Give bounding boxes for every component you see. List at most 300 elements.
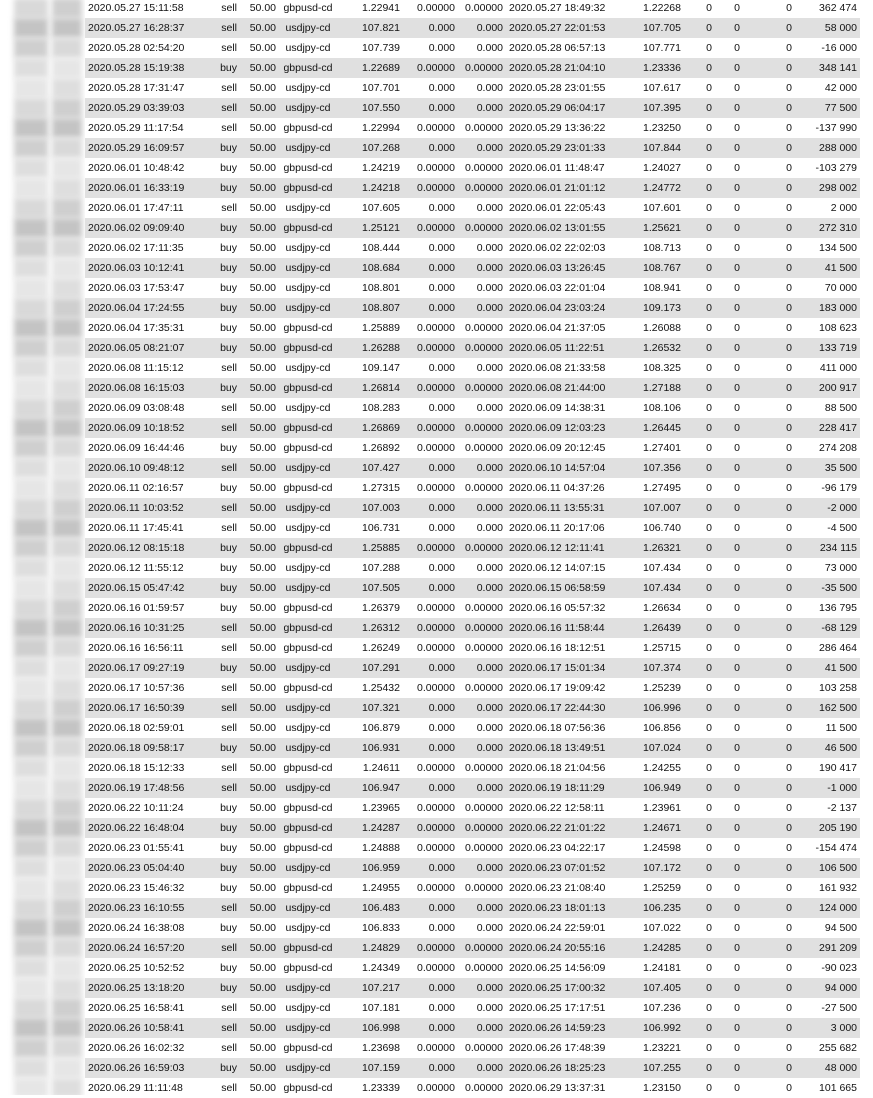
redacted-cell	[52, 938, 82, 958]
redacted-cell	[52, 758, 82, 778]
open-time-cell: 2020.06.04 17:35:31	[85, 318, 200, 338]
stop-loss-cell: 0.00000	[403, 438, 458, 458]
stop-loss-cell: 0.00000	[403, 178, 458, 198]
commission-cell: 0	[684, 298, 715, 318]
open-time-cell: 2020.06.29 11:11:48	[85, 1078, 200, 1098]
stop-loss-cell: 0.00000	[403, 798, 458, 818]
open-time-cell: 2020.05.27 16:28:37	[85, 18, 200, 38]
profit-cell: 362 474	[795, 0, 860, 18]
swap-cell: 0	[743, 878, 795, 898]
table-row	[85, 878, 860, 898]
volume-cell: 50.00	[240, 898, 279, 918]
profit-cell: 46 500	[795, 738, 860, 758]
open-time-cell: 2020.06.17 10:57:36	[85, 678, 200, 698]
table-row	[85, 818, 860, 838]
taxes-cell: 0	[715, 758, 743, 778]
symbol-cell: usdjpy-cd	[279, 898, 337, 918]
open-time-cell: 2020.05.29 03:39:03	[85, 98, 200, 118]
commission-cell: 0	[684, 738, 715, 758]
stop-loss-cell: 0.000	[403, 1058, 458, 1078]
symbol-cell: gbpusd-cd	[279, 338, 337, 358]
trade-type-cell: sell	[200, 938, 240, 958]
close-price-cell: 107.007	[616, 498, 684, 518]
take-profit-cell: 0.00000	[458, 1078, 506, 1098]
symbol-cell: usdjpy-cd	[279, 1018, 337, 1038]
swap-cell: 0	[743, 138, 795, 158]
open-time-cell: 2020.06.15 05:47:42	[85, 578, 200, 598]
volume-cell: 50.00	[240, 278, 279, 298]
close-price-cell: 107.236	[616, 998, 684, 1018]
close-price-cell: 106.235	[616, 898, 684, 918]
volume-cell: 50.00	[240, 998, 279, 1018]
swap-cell: 0	[743, 958, 795, 978]
profit-cell: -2 137	[795, 798, 860, 818]
swap-cell: 0	[743, 698, 795, 718]
table-row	[85, 838, 860, 858]
close-time-cell: 2020.06.16 05:57:32	[506, 598, 616, 618]
symbol-cell: usdjpy-cd	[279, 658, 337, 678]
profit-cell: 162 500	[795, 698, 860, 718]
symbol-cell: gbpusd-cd	[279, 158, 337, 178]
trade-type-cell: sell	[200, 358, 240, 378]
table-row	[85, 58, 860, 78]
swap-cell: 0	[743, 378, 795, 398]
take-profit-cell: 0.000	[458, 698, 506, 718]
open-time-cell: 2020.06.25 10:52:52	[85, 958, 200, 978]
stop-loss-cell: 0.000	[403, 778, 458, 798]
commission-cell: 0	[684, 838, 715, 858]
profit-cell: -2 000	[795, 498, 860, 518]
open-price-cell: 106.483	[337, 898, 403, 918]
commission-cell: 0	[684, 278, 715, 298]
close-price-cell: 108.941	[616, 278, 684, 298]
symbol-cell: gbpusd-cd	[279, 478, 337, 498]
swap-cell: 0	[743, 258, 795, 278]
symbol-cell: gbpusd-cd	[279, 0, 337, 18]
open-time-cell: 2020.06.17 09:27:19	[85, 658, 200, 678]
open-price-cell: 1.22689	[337, 58, 403, 78]
swap-cell: 0	[743, 298, 795, 318]
take-profit-cell: 0.00000	[458, 798, 506, 818]
redacted-cell	[14, 738, 48, 758]
swap-cell: 0	[743, 318, 795, 338]
open-price-cell: 1.26892	[337, 438, 403, 458]
take-profit-cell: 0.00000	[458, 118, 506, 138]
redacted-cell	[52, 1038, 82, 1058]
swap-cell: 0	[743, 798, 795, 818]
close-price-cell: 107.255	[616, 1058, 684, 1078]
stop-loss-cell: 0.00000	[403, 58, 458, 78]
redacted-ticket-column	[0, 0, 85, 1095]
commission-cell: 0	[684, 438, 715, 458]
redacted-cell	[52, 538, 82, 558]
close-time-cell: 2020.06.26 14:59:23	[506, 1018, 616, 1038]
redacted-cell	[14, 58, 48, 78]
trade-type-cell: buy	[200, 318, 240, 338]
trade-type-cell: buy	[200, 338, 240, 358]
redacted-cell	[14, 998, 48, 1018]
take-profit-cell: 0.00000	[458, 478, 506, 498]
profit-cell: -137 990	[795, 118, 860, 138]
close-time-cell: 2020.06.11 20:17:06	[506, 518, 616, 538]
taxes-cell: 0	[715, 818, 743, 838]
open-time-cell: 2020.05.28 15:19:38	[85, 58, 200, 78]
redacted-cell	[14, 1078, 48, 1095]
commission-cell: 0	[684, 0, 715, 18]
stop-loss-cell: 0.00000	[403, 338, 458, 358]
stop-loss-cell: 0.000	[403, 578, 458, 598]
close-time-cell: 2020.06.08 21:33:58	[506, 358, 616, 378]
take-profit-cell: 0.000	[458, 138, 506, 158]
table-row	[85, 798, 860, 818]
close-price-cell: 1.26321	[616, 538, 684, 558]
taxes-cell: 0	[715, 798, 743, 818]
profit-cell: -96 179	[795, 478, 860, 498]
stop-loss-cell: 0.00000	[403, 538, 458, 558]
taxes-cell: 0	[715, 518, 743, 538]
take-profit-cell: 0.00000	[458, 818, 506, 838]
symbol-cell: usdjpy-cd	[279, 578, 337, 598]
open-price-cell: 1.23698	[337, 1038, 403, 1058]
swap-cell: 0	[743, 118, 795, 138]
commission-cell: 0	[684, 898, 715, 918]
take-profit-cell: 0.00000	[458, 338, 506, 358]
taxes-cell: 0	[715, 218, 743, 238]
close-price-cell: 1.24285	[616, 938, 684, 958]
open-price-cell: 107.605	[337, 198, 403, 218]
redacted-cell	[52, 698, 82, 718]
swap-cell: 0	[743, 438, 795, 458]
open-time-cell: 2020.06.25 13:18:20	[85, 978, 200, 998]
profit-cell: -35 500	[795, 578, 860, 598]
close-price-cell: 1.25239	[616, 678, 684, 698]
close-time-cell: 2020.06.11 04:37:26	[506, 478, 616, 498]
table-row	[85, 658, 860, 678]
stop-loss-cell: 0.000	[403, 978, 458, 998]
open-time-cell: 2020.06.19 17:48:56	[85, 778, 200, 798]
redacted-cell	[14, 18, 48, 38]
taxes-cell: 0	[715, 938, 743, 958]
taxes-cell: 0	[715, 598, 743, 618]
profit-cell: -1 000	[795, 778, 860, 798]
close-time-cell: 2020.06.08 21:44:00	[506, 378, 616, 398]
close-price-cell: 1.27401	[616, 438, 684, 458]
table-row	[85, 238, 860, 258]
open-time-cell: 2020.06.01 10:48:42	[85, 158, 200, 178]
redacted-cell	[52, 238, 82, 258]
close-price-cell: 109.173	[616, 298, 684, 318]
profit-cell: 411 000	[795, 358, 860, 378]
close-price-cell: 1.24671	[616, 818, 684, 838]
symbol-cell: usdjpy-cd	[279, 558, 337, 578]
close-time-cell: 2020.05.28 21:04:10	[506, 58, 616, 78]
taxes-cell: 0	[715, 698, 743, 718]
redacted-cell	[14, 498, 48, 518]
table-row	[85, 298, 860, 318]
table-row	[85, 698, 860, 718]
redacted-cell	[14, 578, 48, 598]
trade-type-cell: sell	[200, 1078, 240, 1098]
profit-cell: -68 129	[795, 618, 860, 638]
open-time-cell: 2020.06.03 17:53:47	[85, 278, 200, 298]
close-price-cell: 107.601	[616, 198, 684, 218]
take-profit-cell: 0.000	[458, 38, 506, 58]
close-time-cell: 2020.05.27 22:01:53	[506, 18, 616, 38]
profit-cell: 286 464	[795, 638, 860, 658]
swap-cell: 0	[743, 638, 795, 658]
close-time-cell: 2020.06.04 21:37:05	[506, 318, 616, 338]
table-row	[85, 178, 860, 198]
trade-type-cell: buy	[200, 738, 240, 758]
taxes-cell: 0	[715, 1078, 743, 1098]
volume-cell: 50.00	[240, 798, 279, 818]
take-profit-cell: 0.000	[458, 998, 506, 1018]
close-time-cell: 2020.06.17 22:44:30	[506, 698, 616, 718]
redacted-cell	[14, 0, 48, 18]
symbol-cell: gbpusd-cd	[279, 438, 337, 458]
close-time-cell: 2020.06.05 11:22:51	[506, 338, 616, 358]
redacted-cell	[14, 278, 48, 298]
stop-loss-cell: 0.000	[403, 658, 458, 678]
redacted-cell	[14, 878, 48, 898]
redacted-cell	[52, 438, 82, 458]
open-price-cell: 1.24611	[337, 758, 403, 778]
take-profit-cell: 0.000	[458, 298, 506, 318]
open-price-cell: 106.833	[337, 918, 403, 938]
close-time-cell: 2020.06.03 22:01:04	[506, 278, 616, 298]
taxes-cell: 0	[715, 978, 743, 998]
take-profit-cell: 0.000	[458, 498, 506, 518]
taxes-cell: 0	[715, 478, 743, 498]
trade-type-cell: sell	[200, 678, 240, 698]
open-time-cell: 2020.06.09 03:08:48	[85, 398, 200, 418]
trade-type-cell: buy	[200, 138, 240, 158]
volume-cell: 50.00	[240, 498, 279, 518]
volume-cell: 50.00	[240, 718, 279, 738]
take-profit-cell: 0.00000	[458, 838, 506, 858]
volume-cell: 50.00	[240, 258, 279, 278]
redacted-cell	[14, 978, 48, 998]
open-time-cell: 2020.06.24 16:57:20	[85, 938, 200, 958]
stop-loss-cell: 0.00000	[403, 618, 458, 638]
close-time-cell: 2020.06.18 07:56:36	[506, 718, 616, 738]
profit-cell: -154 474	[795, 838, 860, 858]
close-time-cell: 2020.06.26 18:25:23	[506, 1058, 616, 1078]
close-price-cell: 1.24255	[616, 758, 684, 778]
volume-cell: 50.00	[240, 978, 279, 998]
open-time-cell: 2020.06.23 05:04:40	[85, 858, 200, 878]
taxes-cell: 0	[715, 318, 743, 338]
commission-cell: 0	[684, 778, 715, 798]
trade-type-cell: buy	[200, 218, 240, 238]
open-price-cell: 1.24349	[337, 958, 403, 978]
open-price-cell: 107.181	[337, 998, 403, 1018]
redacted-cell	[14, 78, 48, 98]
commission-cell: 0	[684, 138, 715, 158]
stop-loss-cell: 0.000	[403, 698, 458, 718]
volume-cell: 50.00	[240, 1038, 279, 1058]
table-row	[85, 578, 860, 598]
close-price-cell: 1.26088	[616, 318, 684, 338]
close-price-cell: 107.024	[616, 738, 684, 758]
symbol-cell: gbpusd-cd	[279, 218, 337, 238]
symbol-cell: gbpusd-cd	[279, 418, 337, 438]
close-price-cell: 107.022	[616, 918, 684, 938]
redacted-cell	[52, 418, 82, 438]
profit-cell: 136 795	[795, 598, 860, 618]
taxes-cell: 0	[715, 958, 743, 978]
symbol-cell: usdjpy-cd	[279, 398, 337, 418]
redacted-cell	[52, 918, 82, 938]
close-time-cell: 2020.06.18 21:04:56	[506, 758, 616, 778]
close-time-cell: 2020.06.15 06:58:59	[506, 578, 616, 598]
take-profit-cell: 0.000	[458, 398, 506, 418]
swap-cell: 0	[743, 498, 795, 518]
profit-cell: 101 665	[795, 1078, 860, 1098]
volume-cell: 50.00	[240, 158, 279, 178]
commission-cell: 0	[684, 378, 715, 398]
profit-cell: 77 500	[795, 98, 860, 118]
swap-cell: 0	[743, 1018, 795, 1038]
open-price-cell: 1.25432	[337, 678, 403, 698]
swap-cell: 0	[743, 398, 795, 418]
trade-type-cell: sell	[200, 118, 240, 138]
swap-cell: 0	[743, 0, 795, 18]
close-time-cell: 2020.06.16 11:58:44	[506, 618, 616, 638]
take-profit-cell: 0.000	[458, 78, 506, 98]
profit-cell: 190 417	[795, 758, 860, 778]
open-time-cell: 2020.06.23 16:10:55	[85, 898, 200, 918]
open-time-cell: 2020.06.18 15:12:33	[85, 758, 200, 778]
volume-cell: 50.00	[240, 538, 279, 558]
profit-cell: 133 719	[795, 338, 860, 358]
commission-cell: 0	[684, 858, 715, 878]
open-price-cell: 1.22941	[337, 0, 403, 18]
redacted-cell	[52, 118, 82, 138]
symbol-cell: usdjpy-cd	[279, 298, 337, 318]
taxes-cell: 0	[715, 1038, 743, 1058]
redacted-cell	[14, 118, 48, 138]
taxes-cell: 0	[715, 118, 743, 138]
close-price-cell: 106.949	[616, 778, 684, 798]
redacted-cell	[52, 658, 82, 678]
open-price-cell: 1.26379	[337, 598, 403, 618]
swap-cell: 0	[743, 158, 795, 178]
trade-type-cell: buy	[200, 178, 240, 198]
close-time-cell: 2020.05.29 23:01:33	[506, 138, 616, 158]
redacted-cell	[52, 498, 82, 518]
commission-cell: 0	[684, 238, 715, 258]
taxes-cell: 0	[715, 398, 743, 418]
swap-cell: 0	[743, 358, 795, 378]
profit-cell: 161 932	[795, 878, 860, 898]
commission-cell: 0	[684, 58, 715, 78]
close-price-cell: 1.24027	[616, 158, 684, 178]
stop-loss-cell: 0.00000	[403, 958, 458, 978]
open-time-cell: 2020.06.02 09:09:40	[85, 218, 200, 238]
close-price-cell: 107.844	[616, 138, 684, 158]
stop-loss-cell: 0.000	[403, 998, 458, 1018]
open-price-cell: 1.24287	[337, 818, 403, 838]
open-time-cell: 2020.06.25 16:58:41	[85, 998, 200, 1018]
table-row	[85, 678, 860, 698]
trade-type-cell: sell	[200, 718, 240, 738]
symbol-cell: gbpusd-cd	[279, 618, 337, 638]
take-profit-cell: 0.00000	[458, 418, 506, 438]
trade-type-cell: sell	[200, 638, 240, 658]
redacted-cell	[14, 798, 48, 818]
redacted-cell	[14, 698, 48, 718]
open-time-cell: 2020.06.12 08:15:18	[85, 538, 200, 558]
volume-cell: 50.00	[240, 878, 279, 898]
redacted-cell	[52, 198, 82, 218]
symbol-cell: usdjpy-cd	[279, 18, 337, 38]
open-price-cell: 1.27315	[337, 478, 403, 498]
take-profit-cell: 0.000	[458, 898, 506, 918]
redacted-cell	[52, 298, 82, 318]
stop-loss-cell: 0.000	[403, 518, 458, 538]
redacted-cell	[52, 458, 82, 478]
profit-cell: 103 258	[795, 678, 860, 698]
redacted-cell	[14, 158, 48, 178]
redacted-cell	[14, 718, 48, 738]
redacted-cell	[52, 178, 82, 198]
open-price-cell: 107.321	[337, 698, 403, 718]
trade-type-cell: sell	[200, 0, 240, 18]
taxes-cell: 0	[715, 78, 743, 98]
close-time-cell: 2020.06.02 22:02:03	[506, 238, 616, 258]
stop-loss-cell: 0.000	[403, 858, 458, 878]
symbol-cell: usdjpy-cd	[279, 358, 337, 378]
symbol-cell: usdjpy-cd	[279, 738, 337, 758]
stop-loss-cell: 0.00000	[403, 638, 458, 658]
table-row	[85, 1058, 860, 1078]
take-profit-cell: 0.000	[458, 98, 506, 118]
open-time-cell: 2020.06.11 02:16:57	[85, 478, 200, 498]
redacted-cell	[14, 178, 48, 198]
taxes-cell: 0	[715, 838, 743, 858]
close-time-cell: 2020.06.02 13:01:55	[506, 218, 616, 238]
volume-cell: 50.00	[240, 698, 279, 718]
taxes-cell: 0	[715, 38, 743, 58]
commission-cell: 0	[684, 578, 715, 598]
take-profit-cell: 0.00000	[458, 618, 506, 638]
taxes-cell: 0	[715, 138, 743, 158]
volume-cell: 50.00	[240, 398, 279, 418]
swap-cell: 0	[743, 778, 795, 798]
volume-cell: 50.00	[240, 598, 279, 618]
table-row	[85, 158, 860, 178]
close-time-cell: 2020.06.09 20:12:45	[506, 438, 616, 458]
take-profit-cell: 0.000	[458, 18, 506, 38]
table-row	[85, 358, 860, 378]
commission-cell: 0	[684, 798, 715, 818]
volume-cell: 50.00	[240, 738, 279, 758]
redacted-cell	[52, 218, 82, 238]
close-time-cell: 2020.06.24 22:59:01	[506, 918, 616, 938]
take-profit-cell: 0.000	[458, 518, 506, 538]
symbol-cell: usdjpy-cd	[279, 858, 337, 878]
open-time-cell: 2020.06.10 09:48:12	[85, 458, 200, 478]
stop-loss-cell: 0.00000	[403, 838, 458, 858]
volume-cell: 50.00	[240, 378, 279, 398]
redacted-cell	[14, 898, 48, 918]
stop-loss-cell: 0.00000	[403, 418, 458, 438]
stop-loss-cell: 0.00000	[403, 378, 458, 398]
open-time-cell: 2020.05.29 16:09:57	[85, 138, 200, 158]
profit-cell: 183 000	[795, 298, 860, 318]
symbol-cell: usdjpy-cd	[279, 458, 337, 478]
